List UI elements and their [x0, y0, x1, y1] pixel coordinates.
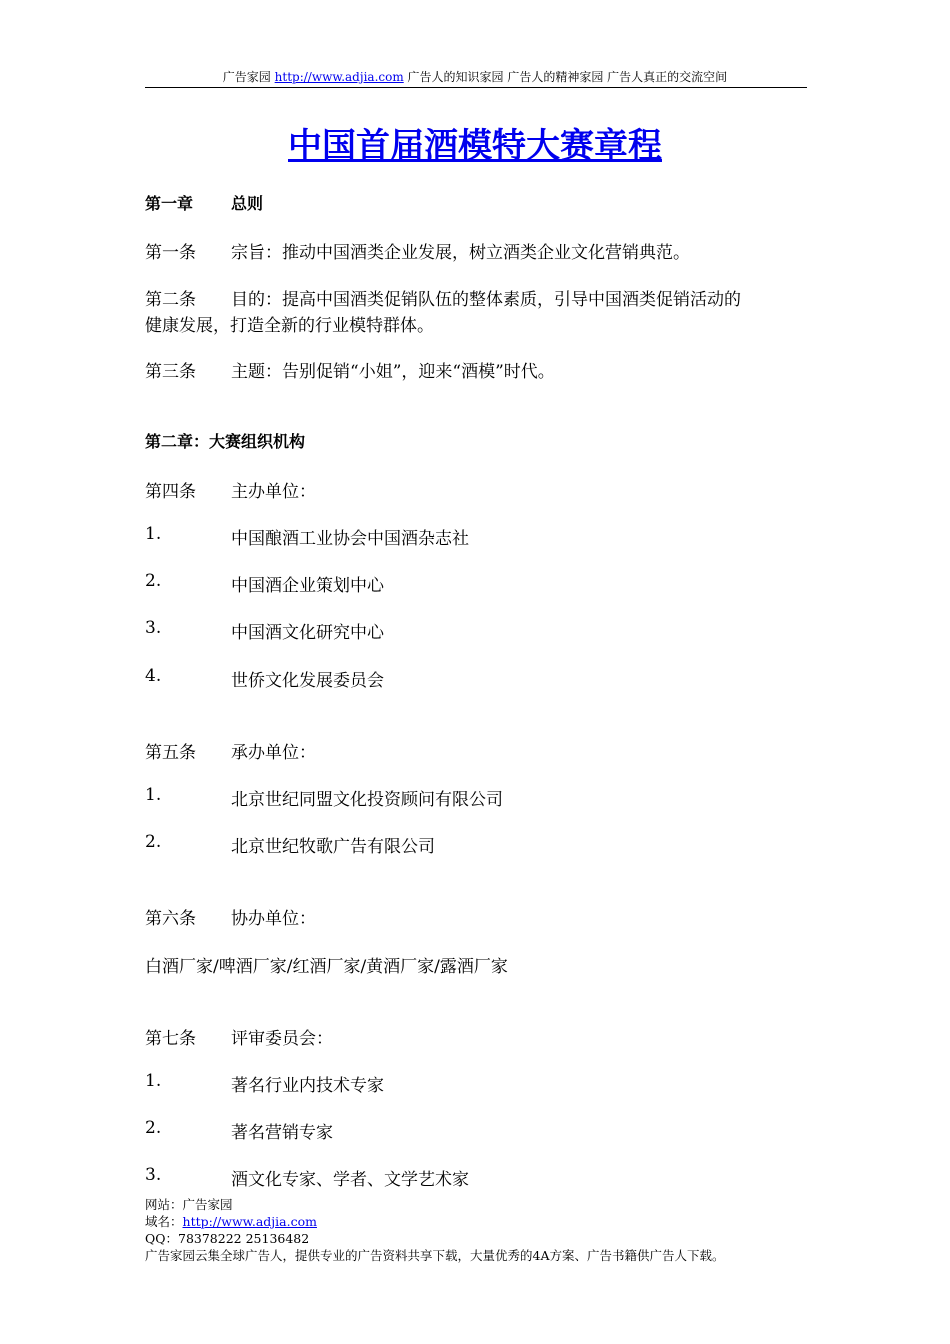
list-item-num: 1.	[145, 1071, 162, 1091]
footer-qq: QQ：78378222 25136482	[145, 1231, 310, 1246]
list-item: 酒文化专家、学者、文学艺术家	[231, 1170, 469, 1190]
list-item: 中国酿酒工业协会中国酒杂志社	[231, 529, 469, 549]
article3-text: 主题：告别促销“小姐”，迎来“酒模”时代。	[231, 362, 555, 382]
article3-label: 第三条	[145, 362, 196, 382]
list-item-num: 2.	[145, 571, 162, 591]
header-site-link[interactable]: http://www.adjia.com	[274, 70, 404, 84]
page-header	[0, 68, 950, 85]
article2-label: 第二条	[145, 290, 196, 310]
footer-domain-label: 域名：	[145, 1214, 183, 1229]
list-item-num: 3.	[145, 1165, 162, 1185]
article6-list: 白酒厂家/啤酒厂家/红酒厂家/黄酒厂家/露酒厂家	[145, 957, 508, 977]
chapter2-heading: 第二章：大赛组织机构	[145, 432, 306, 451]
chapter1-name: 总则	[231, 194, 264, 213]
list-item: 世侨文化发展委员会	[231, 671, 384, 691]
chapter1-label: 第一章	[145, 194, 194, 213]
footer-domain-link[interactable]: http://www.adjia.com	[182, 1214, 317, 1229]
footer-domain	[145, 1214, 317, 1230]
article4-label: 第四条	[145, 482, 196, 502]
list-item-num: 1.	[145, 524, 162, 544]
header-site-name: 广告家园	[222, 70, 271, 84]
article2-text-continued: 健康发展，打造全新的行业模特群体。	[145, 316, 434, 336]
document-title[interactable]: 中国首届酒模特大赛章程	[288, 126, 662, 166]
list-item: 著名行业内技术专家	[231, 1076, 384, 1096]
list-item-num: 3.	[145, 618, 162, 638]
list-item-num: 4.	[145, 666, 162, 686]
article5-label: 第五条	[145, 743, 196, 763]
list-item-num: 2.	[145, 832, 162, 852]
header-divider	[145, 87, 807, 88]
article5-text: 承办单位：	[231, 743, 316, 763]
article4-text: 主办单位：	[231, 482, 316, 502]
article7-label: 第七条	[145, 1029, 196, 1049]
article7-text: 评审委员会：	[231, 1029, 333, 1049]
article2-text: 目的：提高中国酒类促销队伍的整体素质，引导中国酒类促销活动的	[231, 290, 741, 310]
article1-label: 第一条	[145, 243, 196, 263]
article1-text: 宗旨：推动中国酒类企业发展，树立酒类企业文化营销典范。	[231, 243, 690, 263]
header-tagline: 广告人的知识家园 广告人的精神家园 广告人真正的交流空间	[407, 70, 728, 84]
list-item: 北京世纪牧歌广告有限公司	[231, 837, 435, 857]
list-item: 著名营销专家	[231, 1123, 333, 1143]
list-item-num: 2.	[145, 1118, 162, 1138]
list-item-num: 1.	[145, 785, 162, 805]
list-item: 北京世纪同盟文化投资顾问有限公司	[231, 790, 503, 810]
footer-slogan: 广告家园云集全球广告人，提供专业的广告资料共享下载，大量优秀的4A方案、广告书籍供广告人下载。	[145, 1248, 725, 1263]
list-item: 中国酒企业策划中心	[231, 576, 384, 596]
list-item: 中国酒文化研究中心	[231, 623, 384, 643]
article6-label: 第六条	[145, 909, 196, 929]
article6-text: 协办单位：	[231, 909, 316, 929]
footer-site: 网站：广告家园	[145, 1197, 233, 1212]
